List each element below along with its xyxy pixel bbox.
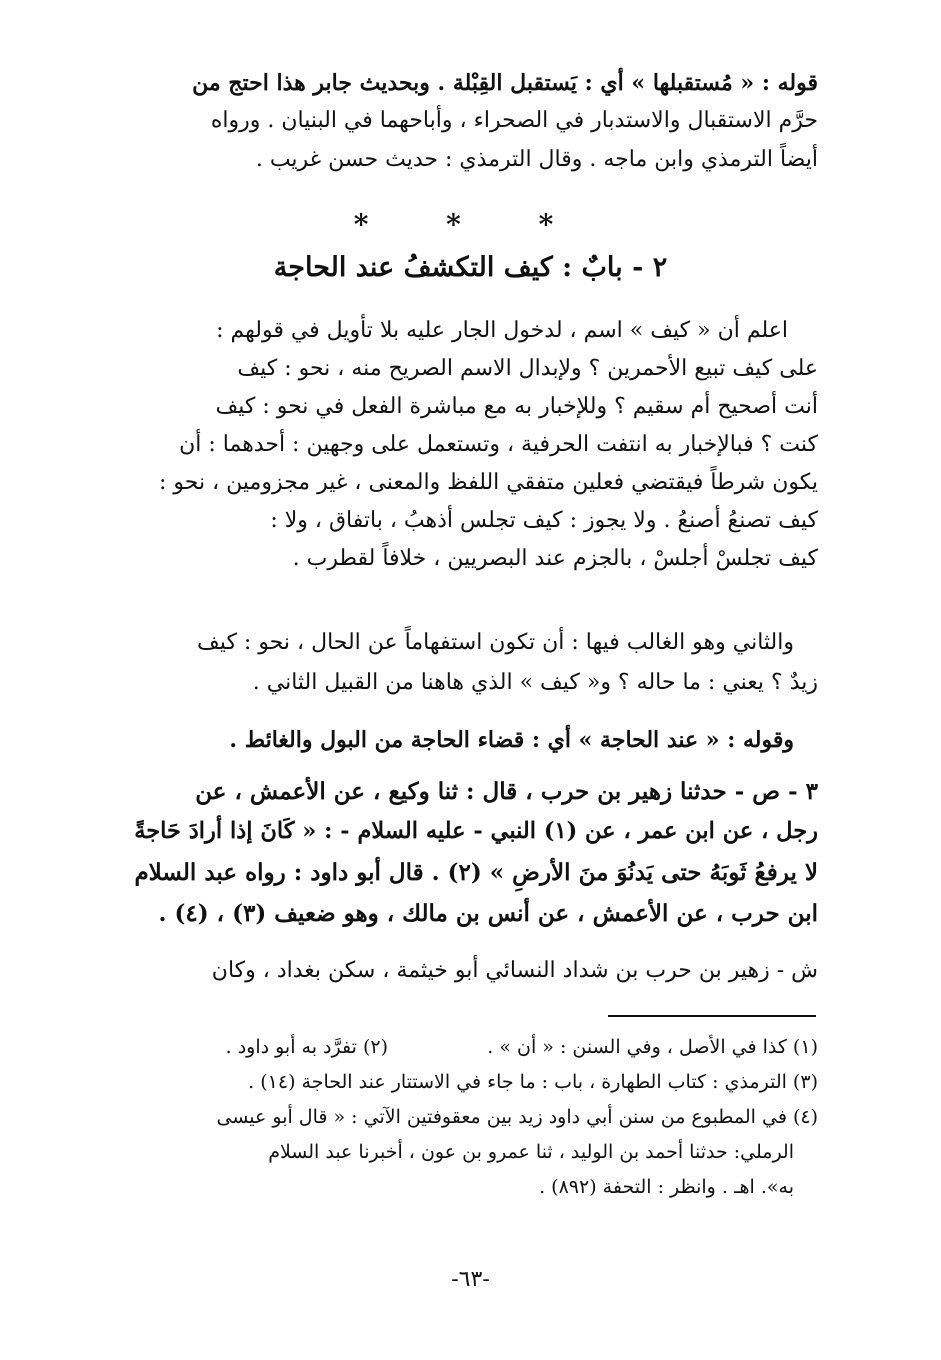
paragraph-line: أنت أصحيح أم سقيم ؟ وللإخبار به مع مباشرة الفعل في نحو : كيف <box>215 394 818 419</box>
intro-line: أيضاً الترمذي وابن ماجه . وقال الترمذي : حديث حسن غريب . <box>255 147 818 172</box>
footnote-4: (٤) في المطبوع من سنن أبي داود زيد بين معقوفتين الآتي : « قال أبو عيسى <box>216 1106 818 1128</box>
paragraph-line: ش - زهير بن حرب بن شداد النسائي أبو خيثمة ، سكن بغداد ، وكان <box>211 958 818 983</box>
hadith-line: ابن حرب ، عن الأعمش ، عن أنس بن مالك ، وهو ضعيف (٣) ، (٤) . <box>158 900 818 927</box>
chapter-heading: ٢ - بابٌ : كيف التكشفُ عند الحاجة <box>273 252 668 283</box>
paragraph-line: كيف تصنعُ أصنعُ . ولا يجوز : كيف تجلس أذهبُ ، باتفاق ، ولا : <box>270 508 818 533</box>
hadith-line: ٣ - ص - حدثنا زهير بن حرب ، قال : ثنا وكيع ، عن الأعمش ، عن <box>195 778 818 805</box>
footnote-1: (١) كذا في الأصل ، وفي السنن : « أن » . <box>487 1036 818 1058</box>
intro-line: قوله : « مُستقبلها » أي : يَستقبل القِبْلة . وبحديث جابر هذا احتج من <box>192 70 818 96</box>
hadith-line: لا يرفعُ ثَوبَهُ حتى يَدنُوَ منَ الأرضِ » (٢) . قال أبو داود : رواه عبد السلام <box>134 859 818 886</box>
paragraph-line: كنت ؟ فبالإخبار به انتفت الحرفية ، وتستعمل على وجهين : أحدهما : أن <box>179 432 818 457</box>
paragraph-line: وقوله : « عند الحاجة » أي : قضاء الحاجة من البول والغائط . <box>229 727 794 753</box>
section-separator: * * * <box>353 208 588 241</box>
footnote-4-continued: به». اهـ . وانظر : التحفة (٨٩٢) . <box>539 1176 794 1198</box>
intro-line: حرَّم الاستقبال والاستدبار في الصحراء ، وأباحهما في البنيان . ورواه <box>210 108 818 133</box>
paragraph-line: على كيف تبيع الأحمرين ؟ ولإبدال الاسم الصريح منه ، نحو : كيف <box>237 356 818 381</box>
footnote-4-continued: الرملي: حدثنا أحمد بن الوليد ، ثنا عمرو بن عون ، أخبرنا عبد السلام <box>268 1141 794 1163</box>
paragraph-line: زيدٌ ؟ يعني : ما حاله ؟ و« كيف » الذي هاهنا من القبيل الثاني . <box>252 670 818 695</box>
footnote-2: (٢) تفرَّد به أبو داود . <box>225 1036 388 1058</box>
paragraph-line: اعلم أن « كيف » اسم ، لدخول الجار عليه بلا تأويل في قولهم : <box>216 318 788 343</box>
footnote-divider <box>608 1015 816 1017</box>
paragraph-line: يكون شرطاً فيقتضي فعلين متفقي اللفظ والمعنى ، غير مجزومين ، نحو : <box>158 470 818 495</box>
paragraph-line: كيف تجلسْ أجلسْ ، بالجزم عند البصريين ، خلافاً لقطرب . <box>292 546 818 571</box>
page-number: -٦٣- <box>451 1267 490 1292</box>
footnote-3: (٣) الترمذي : كتاب الطهارة ، باب : ما جاء في الاستتار عند الحاجة (١٤) . <box>248 1071 818 1093</box>
hadith-line: رجل ، عن ابن عمر ، عن (١) النبي - عليه السلام - : « كَانَ إذا أرادَ حَاجةً <box>134 818 818 844</box>
paragraph-line: والثاني وهو الغالب فيها : أن تكون استفهاماً عن الحال ، نحو : كيف <box>197 630 794 655</box>
